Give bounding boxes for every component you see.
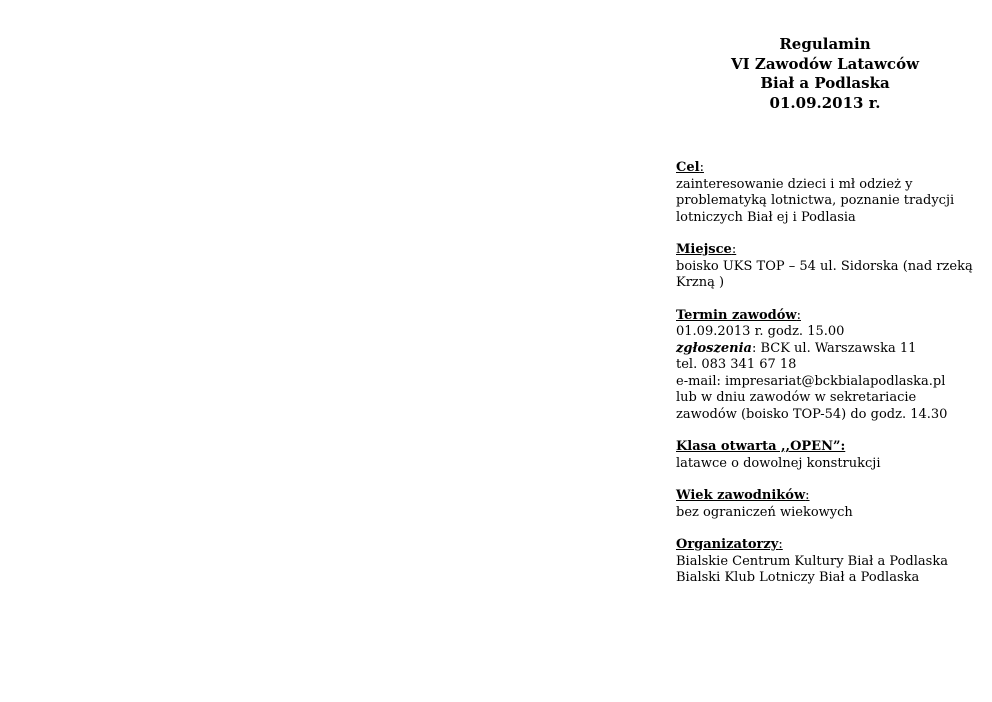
termin-registration [676, 341, 976, 358]
termin-phone: tel. 083 341 67 18 [676, 357, 797, 372]
section-heading [676, 439, 976, 456]
header-date: 01.09.2013 r. [769, 93, 881, 112]
section-title-miejsce: Miejsce [676, 242, 732, 257]
section-colon: : [805, 488, 810, 503]
organizer-2: Bialski Klub Lotniczy Biał a Podlaska [676, 570, 920, 585]
document-header [700, 35, 950, 113]
regulations-content [676, 160, 976, 603]
section-heading [676, 242, 976, 259]
section-wiek [676, 488, 976, 521]
termin-email: e-mail: impresariat@bckbialapodlaska.pl [676, 373, 946, 389]
cel-line-3: lotniczych Biał ej i Podlasia [676, 209, 856, 225]
section-cel [676, 160, 976, 226]
wiek-line-1: bez ograniczeń wiekowych [676, 504, 853, 520]
termin-onsite-line-1: lub w dniu zawodów w sekretariacie [676, 390, 917, 405]
section-colon: : [731, 242, 737, 257]
section-colon: : [699, 160, 704, 175]
section-colon: : [778, 537, 783, 552]
section-heading [676, 160, 976, 177]
section-miejsce [676, 242, 976, 292]
header-event-name: VI Zawodów Latawców [731, 54, 919, 73]
section-klasa [676, 439, 976, 472]
klasa-line-1: latawce o dowolnej konstrukcji [676, 455, 881, 471]
miejsce-line-2: Krzną ) [676, 275, 725, 290]
section-title-wiek: Wiek zawodników [676, 488, 806, 503]
section-heading [676, 308, 976, 325]
registration-label: zgłoszenia [676, 340, 752, 356]
section-heading [676, 488, 976, 505]
section-title-cel: Cel [676, 160, 700, 175]
registration-address: : BCK ul. Warszawska 11 [751, 340, 917, 356]
organizer-1: Bialskie Centrum Kultury Biał a Podlaska [676, 553, 948, 569]
cel-line-2: problematyką lotnictwa, poznanie tradycji [676, 193, 955, 208]
section-title-organizatorzy: Organizatorzy [676, 537, 779, 552]
section-organizatorzy [676, 537, 976, 587]
section-colon: : [796, 307, 801, 323]
cel-line-1: zainteresowanie dzieci i mł odzież y [676, 176, 913, 192]
section-termin [676, 308, 976, 424]
section-heading [676, 537, 976, 554]
header-title: Regulamin [779, 35, 871, 53]
termin-date-time: 01.09.2013 r. godz. 15.00 [676, 324, 845, 339]
miejsce-line-1: boisko UKS TOP – 54 ul. Sidorska (nad rzeką [676, 258, 973, 274]
section-title-klasa: Klasa otwarta ,,OPEN”: [676, 439, 846, 454]
header-location: Biał a Podlaska [760, 74, 890, 92]
section-title-termin: Termin zawodów [676, 307, 797, 323]
termin-onsite-line-2: zawodów (boisko TOP-54) do godz. 14.30 [676, 406, 948, 422]
